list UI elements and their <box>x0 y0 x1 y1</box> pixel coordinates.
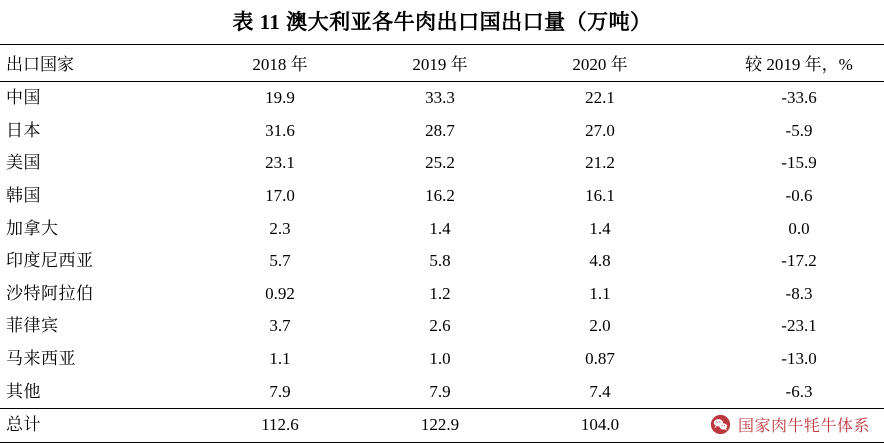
table-row <box>0 245 884 278</box>
beef-export-table <box>0 44 884 443</box>
cell-2019: 16.2 <box>425 185 455 205</box>
cell-change: -6.3 <box>785 381 813 401</box>
cell-2019: 25.2 <box>425 153 455 173</box>
cell-change: -17.2 <box>781 251 817 271</box>
cell-2018: 17.0 <box>265 185 295 205</box>
cell-change: -33.6 <box>781 88 817 107</box>
cell-2018-total: 112.6 <box>200 409 360 443</box>
cell-2020: 27.0 <box>585 120 615 140</box>
cell-country: 菲律宾 <box>6 316 59 336</box>
cell-2020: 1.1 <box>589 283 611 303</box>
table-row <box>0 213 884 246</box>
cell-2019: 5.8 <box>429 251 451 271</box>
cell-2018: 7.9 <box>269 381 291 401</box>
column-header-2018: 2018 年 <box>200 45 360 82</box>
table-row <box>0 310 884 343</box>
cell-change: -8.3 <box>785 283 813 303</box>
cell-country: 韩国 <box>6 185 41 205</box>
cell-2019: 2.6 <box>429 316 451 336</box>
cell-2020: 1.4 <box>589 218 611 238</box>
cell-change: -23.1 <box>781 316 817 336</box>
cell-2019-total: 122.9 <box>360 409 520 443</box>
watermark <box>710 413 870 436</box>
table-row <box>0 343 884 376</box>
column-header-2020: 2020 年 <box>520 45 680 82</box>
cell-country: 加拿大 <box>6 218 59 238</box>
column-header-change: 较 2019 年，% <box>680 45 884 82</box>
cell-2019: 1.4 <box>429 218 451 238</box>
table-row <box>0 147 884 180</box>
table-row <box>0 376 884 409</box>
cell-2019: 1.2 <box>429 283 451 303</box>
table-row <box>0 82 884 115</box>
cell-2020: 2.0 <box>589 316 611 336</box>
cell-2019: 28.7 <box>425 120 455 140</box>
cell-change: -15.9 <box>781 153 817 173</box>
cell-2020-total: 104.0 <box>520 409 680 443</box>
cell-2020: 21.2 <box>585 153 615 173</box>
cell-2018: 3.7 <box>269 316 291 336</box>
cell-country: 美国 <box>6 153 41 173</box>
cell-country: 印度尼西亚 <box>6 251 94 271</box>
cell-2020: 7.4 <box>589 381 611 401</box>
cell-2018: 5.7 <box>269 251 291 271</box>
column-header-2019: 2019 年 <box>360 45 520 82</box>
cell-2018: 1.1 <box>269 349 291 369</box>
cell-2019: 1.0 <box>429 349 451 369</box>
cell-2020: 22.1 <box>585 88 615 107</box>
cell-2018: 2.3 <box>269 218 291 238</box>
table-row <box>0 115 884 148</box>
table-header-row <box>0 45 884 82</box>
cell-2018: 23.1 <box>265 153 295 173</box>
cell-change: -13.0 <box>781 349 817 369</box>
cell-2018: 19.9 <box>265 88 295 107</box>
cell-country: 其他 <box>6 381 41 401</box>
cell-2020: 4.8 <box>589 251 611 271</box>
cell-2020: 16.1 <box>585 185 615 205</box>
table-row <box>0 278 884 311</box>
cell-2019: 7.9 <box>429 381 451 401</box>
page-title: 表 11 澳大利亚各牛肉出口国出口量（万吨） <box>232 10 652 34</box>
column-header-country: 出口国家 <box>0 45 200 82</box>
cell-country: 日本 <box>6 120 41 140</box>
watermark-text: 国家肉牛牦牛体系 <box>737 418 870 435</box>
cell-country: 沙特阿拉伯 <box>6 283 94 303</box>
cell-country: 马来西亚 <box>6 349 76 369</box>
cell-2018: 31.6 <box>265 120 295 140</box>
wechat-icon <box>710 414 731 435</box>
cell-country: 中国 <box>6 88 41 107</box>
cell-change: -0.6 <box>785 185 813 205</box>
table-body <box>0 82 884 443</box>
table-header <box>0 45 884 82</box>
cell-2019: 33.3 <box>425 88 455 107</box>
cell-change: 0.0 <box>788 218 810 238</box>
cell-country-total: 总计 <box>0 409 200 443</box>
cell-2018: 0.92 <box>265 283 295 303</box>
cell-change: -5.9 <box>785 120 813 140</box>
table-row <box>0 180 884 213</box>
cell-2020: 0.87 <box>585 349 615 369</box>
